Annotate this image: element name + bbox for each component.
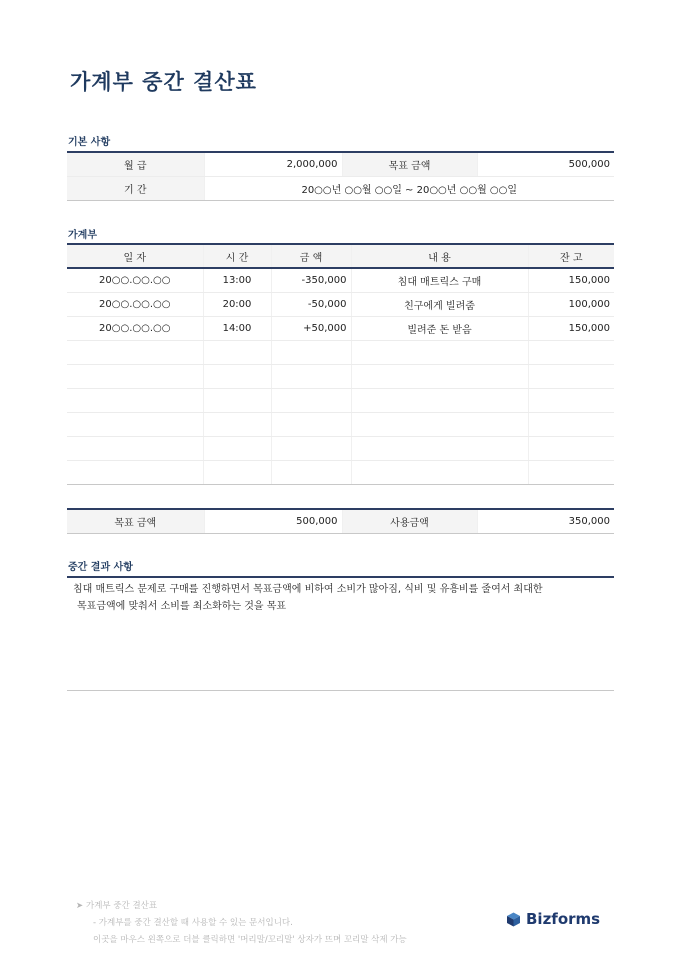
- header-time: 시 간: [203, 244, 271, 268]
- row-time[interactable]: 20:00: [203, 292, 271, 316]
- empty-cell[interactable]: [203, 364, 271, 388]
- empty-cell[interactable]: [351, 436, 528, 460]
- summary-table: [67, 508, 614, 534]
- empty-row: [67, 412, 614, 436]
- empty-cell[interactable]: [351, 364, 528, 388]
- empty-cell[interactable]: [67, 388, 203, 412]
- row-balance[interactable]: 150,000: [528, 268, 614, 292]
- footer-line-3: 이곳을 마우스 왼쪽으로 더블 클릭하면 '머리말/꼬리말' 상자가 뜨며 꼬리말 삭제 가능: [93, 935, 407, 945]
- target-value[interactable]: 500,000: [477, 152, 614, 176]
- brand-logo: [505, 910, 600, 928]
- header-balance: 잔 고: [528, 244, 614, 268]
- target-label: 목표 금액: [342, 152, 477, 176]
- empty-cell[interactable]: [67, 340, 203, 364]
- row-date[interactable]: 20○○.○○.○○: [67, 268, 203, 292]
- ledger-section-label: 가계부: [68, 230, 97, 241]
- row-desc[interactable]: 침대 매트릭스 구매: [351, 268, 528, 292]
- row-date[interactable]: 20○○.○○.○○: [67, 316, 203, 340]
- footer-line-2: - 가계부를 중간 결산할 때 사용할 수 있는 문서입니다.: [93, 918, 293, 928]
- empty-cell[interactable]: [528, 436, 614, 460]
- empty-cell[interactable]: [203, 340, 271, 364]
- empty-cell[interactable]: [271, 388, 351, 412]
- empty-cell[interactable]: [351, 460, 528, 484]
- empty-cell[interactable]: [528, 460, 614, 484]
- empty-cell[interactable]: [351, 340, 528, 364]
- row-desc[interactable]: 친구에게 빌려줌: [351, 292, 528, 316]
- empty-row: [67, 436, 614, 460]
- result-line-1: 침대 매트릭스 문제로 구매를 진행하면서 목표금액에 비하여 소비가 많아짐, 식비 및 유흥비를 줄여서 최대한: [73, 584, 543, 595]
- header-desc: 내 용: [351, 244, 528, 268]
- row-balance[interactable]: 100,000: [528, 292, 614, 316]
- empty-cell[interactable]: [271, 436, 351, 460]
- header-date: 일 자: [67, 244, 203, 268]
- empty-cell[interactable]: [271, 412, 351, 436]
- period-value[interactable]: 20○○년 ○○월 ○○일 ~ 20○○년 ○○월 ○○일: [204, 176, 614, 200]
- empty-cell[interactable]: [67, 412, 203, 436]
- empty-cell[interactable]: [528, 412, 614, 436]
- empty-cell[interactable]: [203, 388, 271, 412]
- footer-arrow-icon: ➤: [76, 901, 84, 911]
- empty-cell[interactable]: [203, 460, 271, 484]
- ledger-table: [67, 243, 614, 485]
- row-time[interactable]: 14:00: [203, 316, 271, 340]
- empty-row: [67, 460, 614, 484]
- table-row: [67, 316, 614, 340]
- row-amount[interactable]: +50,000: [271, 316, 351, 340]
- empty-cell[interactable]: [351, 412, 528, 436]
- empty-row: [67, 364, 614, 388]
- table-row: [67, 268, 614, 292]
- table-row: [67, 292, 614, 316]
- row-amount[interactable]: -350,000: [271, 268, 351, 292]
- empty-row: [67, 388, 614, 412]
- row-time[interactable]: 13:00: [203, 268, 271, 292]
- brand-name: Bizforms: [526, 910, 601, 928]
- footer-note[interactable]: [76, 898, 407, 949]
- basic-info-table: [67, 151, 614, 201]
- empty-cell[interactable]: [528, 340, 614, 364]
- salary-value[interactable]: 2,000,000: [204, 152, 342, 176]
- empty-cell[interactable]: [203, 436, 271, 460]
- empty-cell[interactable]: [67, 436, 203, 460]
- empty-cell[interactable]: [528, 388, 614, 412]
- ledger-header-row: [67, 244, 614, 268]
- period-label: 기 간: [67, 176, 204, 200]
- period-row: [67, 176, 614, 200]
- result-line-2: 목표금액에 맞춰서 소비를 최소화하는 것을 목표: [77, 601, 287, 612]
- empty-row: [67, 340, 614, 364]
- summary-row: [67, 509, 614, 533]
- salary-label: 월 급: [67, 152, 204, 176]
- empty-cell[interactable]: [271, 340, 351, 364]
- result-text-box[interactable]: [67, 576, 614, 691]
- empty-cell[interactable]: [271, 460, 351, 484]
- empty-cell[interactable]: [528, 364, 614, 388]
- row-amount[interactable]: -50,000: [271, 292, 351, 316]
- bizforms-logo-icon: [505, 911, 522, 928]
- summary-target-value[interactable]: 500,000: [204, 509, 342, 533]
- summary-used-value[interactable]: 350,000: [477, 509, 614, 533]
- page-title: 가계부 중간 결산표: [70, 70, 257, 94]
- empty-cell[interactable]: [271, 364, 351, 388]
- row-balance[interactable]: 150,000: [528, 316, 614, 340]
- empty-cell[interactable]: [203, 412, 271, 436]
- header-amount: 금 액: [271, 244, 351, 268]
- salary-row: [67, 152, 614, 176]
- empty-cell[interactable]: [67, 364, 203, 388]
- footer-line-1: 가계부 중간 결산표: [86, 901, 158, 911]
- basic-section-label: 기본 사항: [68, 137, 111, 148]
- empty-cell[interactable]: [67, 460, 203, 484]
- summary-target-label: 목표 금액: [67, 509, 204, 533]
- summary-used-label: 사용금액: [342, 509, 477, 533]
- empty-cell[interactable]: [351, 388, 528, 412]
- result-section-label: 중간 결과 사항: [68, 562, 133, 573]
- row-desc[interactable]: 빌려준 돈 받음: [351, 316, 528, 340]
- row-date[interactable]: 20○○.○○.○○: [67, 292, 203, 316]
